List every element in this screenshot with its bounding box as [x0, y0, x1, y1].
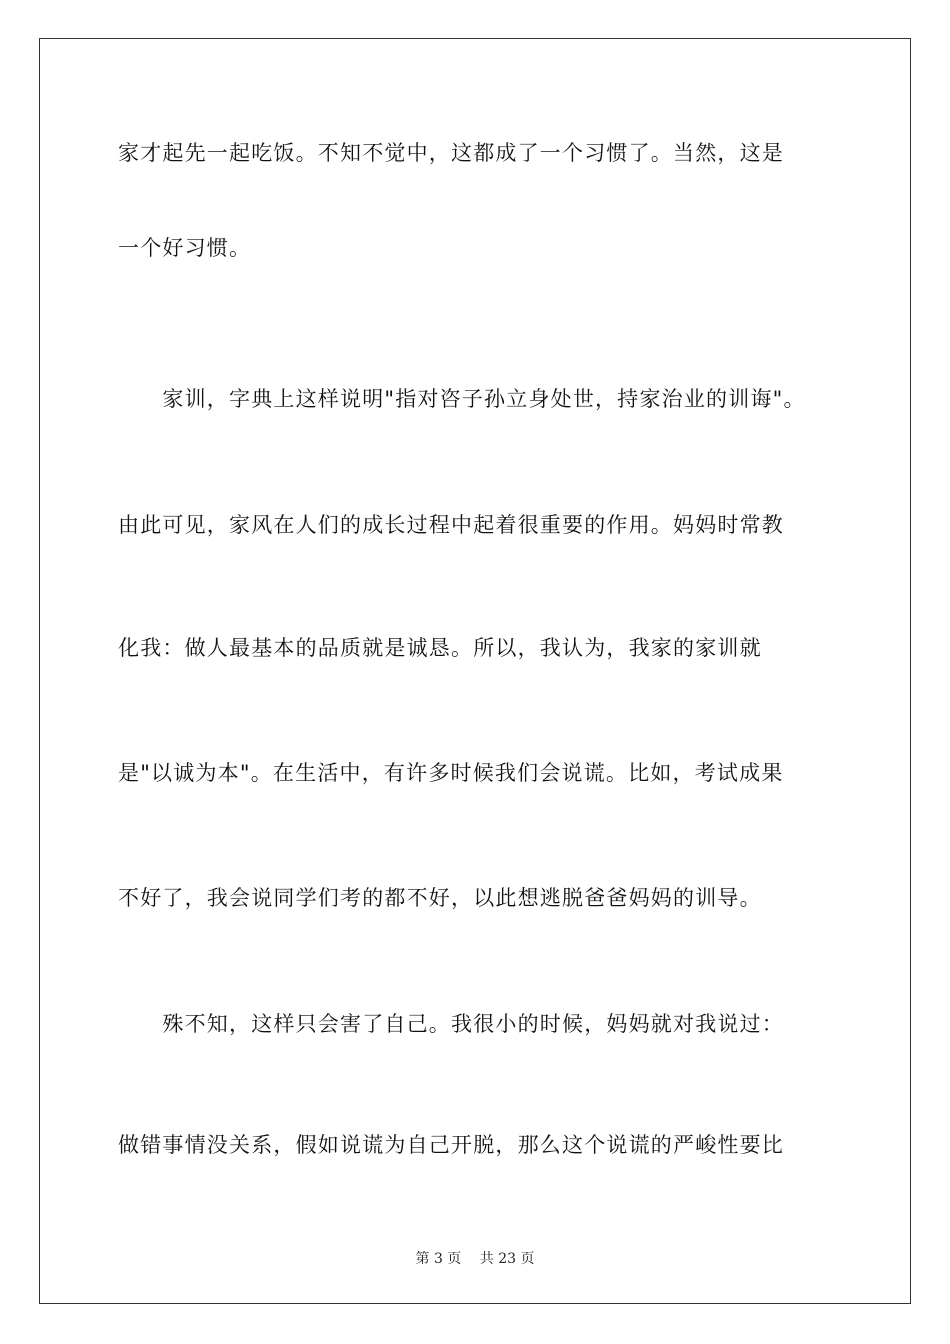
- text-line-7: 不好了，我会说同学们考的都不好，以此想逃脱爸爸妈妈的训导。: [118, 886, 762, 910]
- text-line-8: 殊不知，这样只会害了自己。我很小的时候，妈妈就对我说过：: [118, 1012, 784, 1036]
- text-line-6: 是"以诚为本"。在生活中，有许多时候我们会说谎。比如，考试成果: [118, 761, 784, 785]
- text-line-1: 家才起先一起吃饭。不知不觉中，这都成了一个习惯了。当然，这是: [118, 141, 784, 165]
- page-number-footer: 第 3 页 共 23 页: [415, 1251, 535, 1267]
- text-line-4: 由此可见，家风在人们的成长过程中起着很重要的作用。妈妈时常教: [118, 513, 784, 537]
- text-line-3: 家训，字典上这样说明"指对咨子孙立身处世，持家治业的训诲"。: [118, 387, 806, 411]
- page-border: [39, 38, 911, 1304]
- text-line-9: 做错事情没关系，假如说谎为自己开脱，那么这个说谎的严峻性要比: [118, 1133, 784, 1157]
- text-line-5: 化我：做人最基本的品质就是诚恳。所以，我认为，我家的家训就: [118, 636, 762, 660]
- text-line-2: 一个好习惯。: [118, 236, 252, 260]
